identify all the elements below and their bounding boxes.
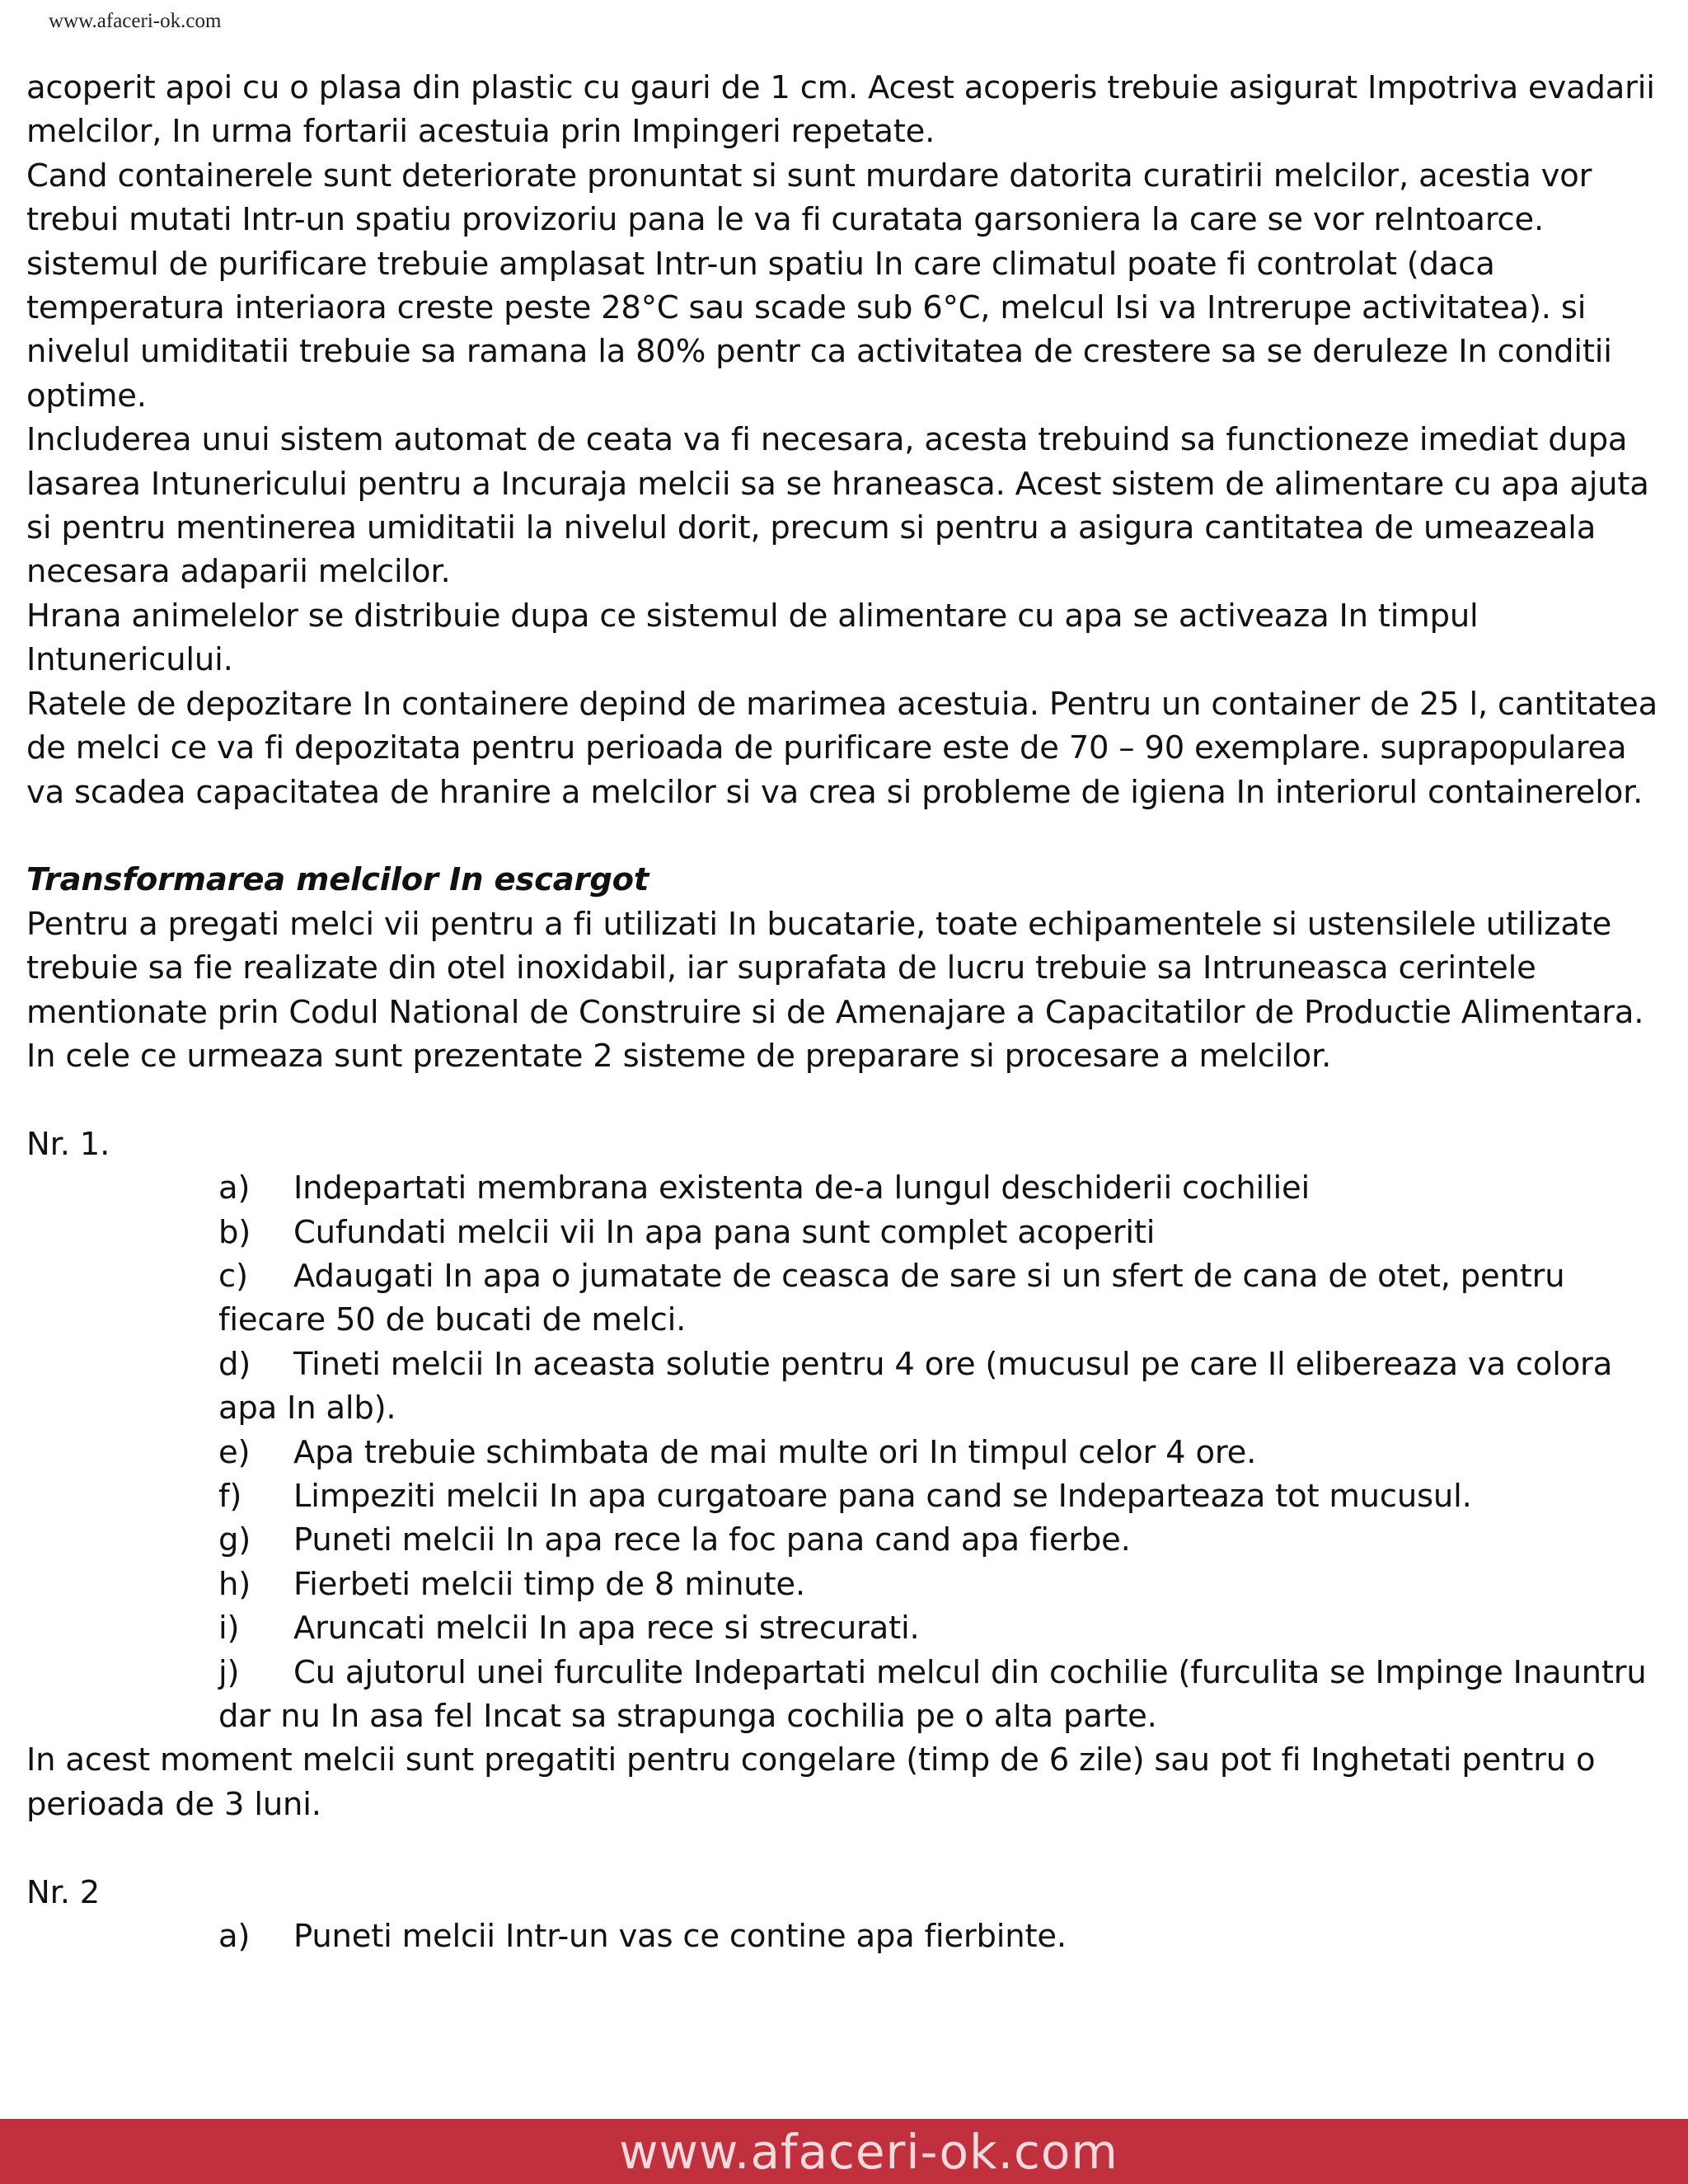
list-item: a) Indepartati membrana existenta de-a lungul deschiderii cochiliei xyxy=(218,1169,1311,1207)
list-item: i) Aruncati melcii In apa rece si strecurati. xyxy=(218,1610,920,1647)
paragraph: Includerea unui sistem automat de ceata va fi necesara, acesta trebuind sa functioneze imediat dupa lasarea Intunericului pentru a Incuraja melcii sa se hraneasca. Acest sistem de alimentare cu apa ajuta si pentru mentinerea umiditatii la nivelul dorit, precum si pentru a asigura cantitatea de umeazeala necesara adaparii melcilor. xyxy=(26,421,1649,591)
list-item: b) Cufundati melcii vii In apa pana sunt complet acoperiti xyxy=(218,1213,1156,1251)
paragraph: Hrana animelelor se distribuie dupa ce sistemul de alimentare cu apa se activeaza In timpul Intunericului. xyxy=(26,597,1479,679)
list-item: j) Cu ajutorul unei furculite Indepartati melcul din cochilie (furculita se Impinge Inauntru dar nu In asa fel Incat sa strapunga cochilia pe o alta parte. xyxy=(218,1653,1647,1735)
list-item: h) Fierbeti melcii timp de 8 minute. xyxy=(218,1565,805,1603)
section-title: Transformarea melcilor In escargot xyxy=(26,861,649,899)
method-2-steps xyxy=(26,1915,1662,1958)
list-item: f) Limpeziti melcii In apa curgatoare pana cand se Indeparteaza tot mucusul. xyxy=(218,1477,1472,1515)
list-item: d) Tineti melcii In aceasta solutie pentru 4 ore (mucusul pe care Il elibereaza va colora apa In alb). xyxy=(218,1345,1613,1427)
header-url: www.afaceri-ok.com xyxy=(49,10,222,32)
section-intro-2: In cele ce urmeaza sunt prezentate 2 sisteme de preparare si procesare a melcilor. xyxy=(26,1037,1332,1075)
method-1-conclusion: In acest moment melcii sunt pregatiti pentru congelare (timp de 6 zile) sau pot fi Inghetati pentru o perioada de 3 luni. xyxy=(26,1741,1596,1823)
list-item: c) Adaugati In apa o jumatate de ceasca de sare si un sfert de cana de otet, pentru fiecare 50 de bucati de melci. xyxy=(218,1257,1565,1339)
document-body xyxy=(26,66,1662,1958)
paragraph: Ratele de depozitare In containere depind de marimea acestuia. Pentru un container de 25 l, cantitatea de melci ce va fi depozitata pentru perioada de purificare este de 70 – 90 exemplare. suprapopularea va scadea capacitatea de hranire a melcilor si va crea si probleme de igiena In interiorul containerelor. xyxy=(26,685,1658,811)
paragraph: sistemul de purificare trebuie amplasat Intr-un spatiu In care climatul poate fi controlat (daca temperatura interiaora creste peste 28°C sau scade sub 6°C, melcul Isi va Intrerupe activitatea). si nivelul umiditatii trebuie sa ramana la 80% pentr ca activitatea de crestere sa se deruleze In conditii optime. xyxy=(26,245,1612,415)
method-1-steps xyxy=(26,1166,1662,1738)
list-item: g) Puneti melcii In apa rece la foc pana cand apa fierbe. xyxy=(218,1521,1131,1559)
list-item: a) Puneti melcii Intr-un vas ce contine apa fierbinte. xyxy=(218,1918,1067,1956)
list-item: e) Apa trebuie schimbata de mai multe ori In timpul celor 4 ore. xyxy=(218,1433,1257,1471)
footer-url: www.afaceri-ok.com xyxy=(619,2123,1118,2180)
method-1-label: Nr. 1. xyxy=(26,1125,110,1163)
paragraph: Cand containerele sunt deteriorate pronuntat si sunt murdare datorita curatirii melcilor, acestia vor trebui mutati Intr-un spatiu provizoriu pana le va fi curatata garsoniera la care se vor reIntoarce. xyxy=(26,157,1592,239)
section-intro: Pentru a pregati melci vii pentru a fi utilizati In bucatarie, toate echipamentele si ustensilele utilizate trebuie sa fie realizate din otel inoxidabil, iar suprafata de lucru trebuie sa Intruneasca cerintele mentionate prin Codul National de Construire si de Amenajare a Capacitatilor de Productie Alimentara. xyxy=(26,905,1644,1031)
method-2-label: Nr. 2 xyxy=(26,1873,101,1911)
paragraph: acoperit apoi cu o plasa din plastic cu gauri de 1 cm. Acest acoperis trebuie asigurat Impotriva evadarii melcilor, In urma fortarii acestuia prin Impingeri repetate. xyxy=(26,69,1655,151)
footer-banner xyxy=(0,2119,1688,2184)
